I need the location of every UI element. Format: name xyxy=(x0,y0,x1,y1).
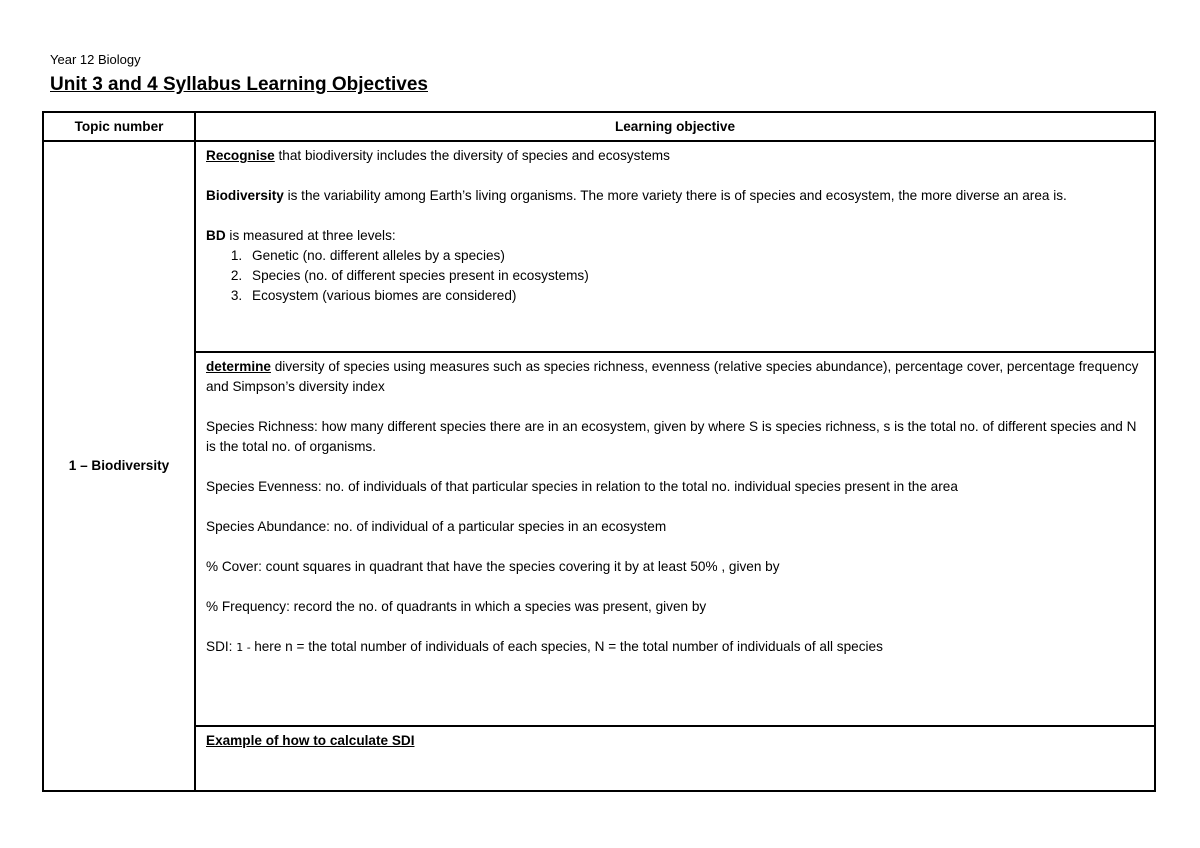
levels-intro-text: is measured at three levels: xyxy=(225,228,396,243)
list-item: 1. Genetic (no. different alleles by a species) xyxy=(246,246,1144,266)
keyword-recognise: Recognise xyxy=(206,148,275,163)
document-title: Unit 3 and 4 Syllabus Learning Objectives xyxy=(50,74,428,95)
header-learning-objective: Learning objective xyxy=(195,112,1155,141)
keyword-determine: determine xyxy=(206,359,271,374)
document-subtitle: Year 12 Biology xyxy=(50,52,141,67)
term-biodiversity: Biodiversity xyxy=(206,188,284,203)
sdi-formula: 1 - xyxy=(236,641,255,654)
objective-cell-recognise xyxy=(195,141,1155,352)
header-topic-number: Topic number xyxy=(43,112,195,141)
topic-cell: 1 – Biodiversity xyxy=(43,141,195,791)
table-row xyxy=(43,352,1155,726)
biodiversity-definition xyxy=(206,186,1144,206)
species-evenness: Species Evenness: no. of individuals of that particular species in relation to the total no. individual species present in the area xyxy=(206,479,958,494)
sdi-text: here n = the total number of individuals of each species, N = the total number of individuals of all species xyxy=(254,639,883,654)
percent-cover: % Cover: count squares in quadrant that have the species covering it by at least 50% , given by xyxy=(206,559,780,574)
percent-frequency: % Frequency: record the no. of quadrants in which a species was present, given by xyxy=(206,599,707,614)
list-item: 3. Ecosystem (various biomes are considered) xyxy=(246,286,1144,306)
term-bd: BD xyxy=(206,228,226,243)
objectives-table xyxy=(42,111,1156,792)
levels-intro xyxy=(206,226,1144,246)
objective-line xyxy=(206,146,1144,166)
objective-line xyxy=(206,357,1144,397)
list-item: 2. Species (no. of different species present in ecosystems) xyxy=(246,266,1144,286)
table-header-row xyxy=(43,112,1155,141)
definition-text: is the variability among Earth’s living organisms. The more variety there is of species and ecosystem, the more diverse an area is. xyxy=(283,188,1067,203)
example-heading: Example of how to calculate SDI xyxy=(206,733,415,748)
objective-cell-example xyxy=(195,726,1155,791)
table-row xyxy=(43,141,1155,352)
objective-cell-determine xyxy=(195,352,1155,726)
sdi-definition xyxy=(206,637,1144,658)
objective-text: that biodiversity includes the diversity of species and ecosystems xyxy=(274,148,670,163)
species-abundance: Species Abundance: no. of individual of a particular species in an ecosystem xyxy=(206,519,667,534)
table-row xyxy=(43,726,1155,791)
species-richness: Species Richness: how many different species there are in an ecosystem, given by where S is species richness, s is the total no. of different species and N is the total no. of organisms. xyxy=(206,419,1137,454)
sdi-label: SDI: xyxy=(206,639,237,654)
levels-list xyxy=(206,246,1144,306)
objective-text: diversity of species using measures such as species richness, evenness (relative species abundance), percentage cover, percentage frequency and Simpson’s diversity index xyxy=(206,359,1139,394)
